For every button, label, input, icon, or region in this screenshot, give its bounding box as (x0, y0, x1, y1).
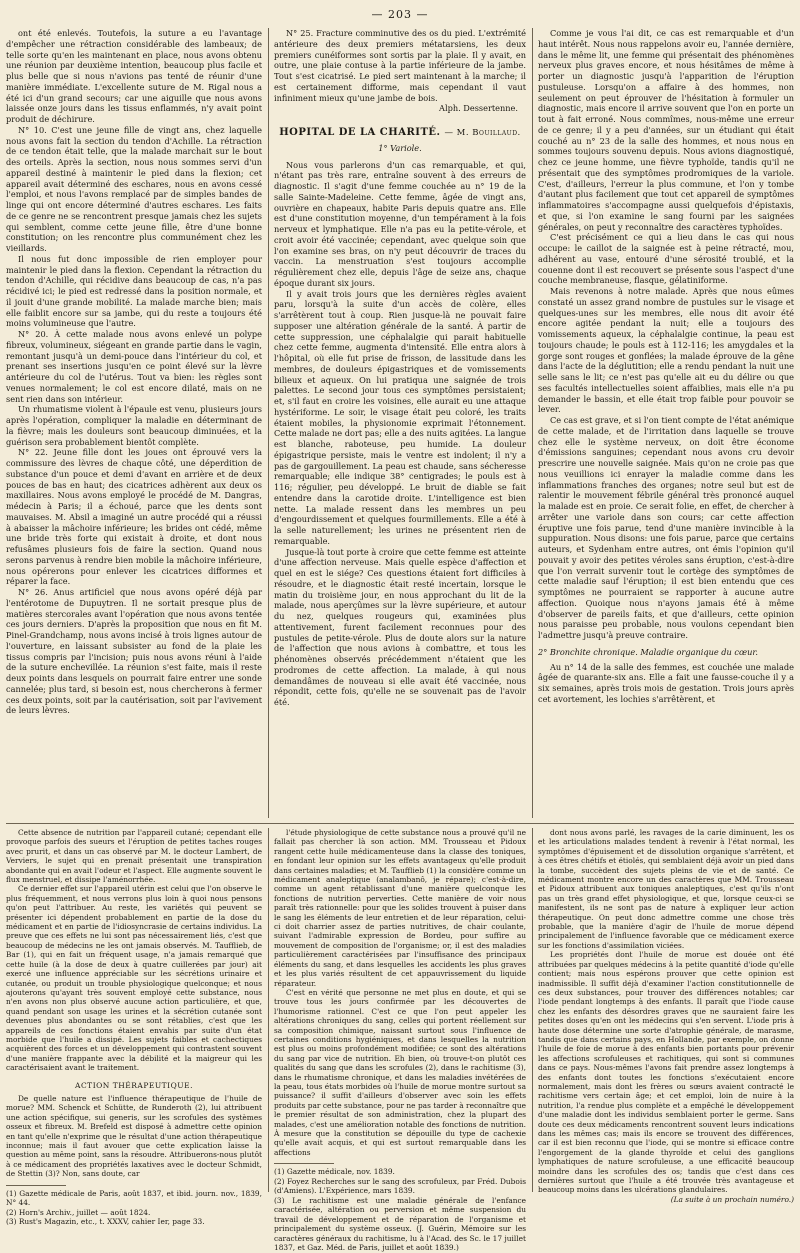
author-signature: Alph. Dessertenne. (439, 103, 518, 114)
footnote-rule (274, 1163, 334, 1164)
paragraph: N° 20. À cette malade nous avons enlevé un polype fibreux, volumineux, siégeant en grande partie dans le vagin, remontant jusqu'à un demi-pouce dans l'intérieur du col, et prenant ses insertions jusqu'en ce point élevé sur la lèvre antérieure du col de l'utérus. Tout va bien: les règles sont venues normalement; le col est encore dilaté, mais on ne sent rien dans son intérieur. (6, 329, 262, 404)
bottom-column-3 (538, 828, 794, 1204)
paragraph: ont été enlevés. Toutefois, la suture a eu l'avantage d'empêcher une rétraction considérable des lambeaux; de telle sorte qu'en les maintenant en place, nous avons obtenu une réunion par deuxième intention, beaucoup plus facile et plus belle que si nous n'avions pas tenté de réunir d'une manière immédiate. L'excellente suture de M. Rigal nous a été ici d'un grand secours; car une aiguille que nous avons laissée onze jours dans les tissus enflammés, n'y avait point produit de déchirure. (6, 28, 262, 124)
paragraph: C'est en vérité que personne ne met plus en doute, et qui se trouve tous les jours confirmée par les découvertes de l'humorisme rationnel. C'est ce que l'on peut appeler les altérations chroniques du sang, celles qui portent réellement sur sa composition chimique, naissant surtout sous l'influence de certaines conditions hygiéniques, et dans lesquelles la nutrition est plus ou moins profondément modifiée; ce sont des altérations du sang par vice de nutrition. Eh bien, où trouve-t-on plutôt ces qualités du sang que dans les scrofules (2), dans le rachitisme (3), dans le rhumatisme chronique, et dans les maladies invétérées de la peau, tous états morbides où l'huile de morue montre surtout sa puissance? il suffit d'ailleurs d'observer avec soin les effets produits par cette substance, pour ne pas tarder à reconnaître que le premier résultat de son administration, chez la plupart des malades, c'est une amélioration notable des fonctions de nutrition. À mesure que la constitution se dépouille du type de cachexie qu'elle avait acquis, et qui est surtout remarquable dans les affections (274, 987, 526, 1157)
bottom-col2-paragraphs (274, 828, 526, 1157)
paragraph: Un rhumatisme violent à l'épaule est venu, plusieurs jours après l'opération, compliquer la maladie en déterminant de la fièvre; mais les douleurs sont beaucoup diminuées, et la guérison sera probablement bientôt complète. (6, 404, 262, 447)
bottom-col3-paragraphs (538, 828, 794, 1195)
hospital-title: HOPITAL DE LA CHARITÉ. (279, 127, 441, 138)
column-divider (268, 28, 269, 818)
paragraph: Il nous fut donc impossible de rien employer pour maintenir le pied dans la flexion. Cependant la rétraction du tendon d'Achille, qui récidive dans beaucoup de cas, n'a pas récidivé ici; le pied est redressé dans la position normale, et il jouit d'une grande mobilité. La malade marche bien; mais elle faiblit encore sur sa jambe, qui du reste a toujours été moins volumineuse que l'autre. (6, 253, 262, 329)
page-number: — 203 — (371, 8, 429, 21)
variole-continued-paragraphs (538, 28, 794, 641)
paragraph: dont nous avons parlé, les ravages de la carie diminuent, les os et les articulations malades tendent à revenir à l'état normal, les symptômes d'épuisement et de dissolution organique s'arrêtent, et à ces êtres chétifs et étiolés, qui semblaient déjà avoir un pied dans la tombe, succèdent des sujets pleins de vie et de santé. Ce médicament montre encore un des caractères que MM. Trousseau et Pidoux attribuent aux toniques analeptiques, c'est qu'ils n'ont pas un très grand effet physiologique, et que, lorsque ceux-ci se manifestent, ils ne sont pas de nature à expliquer leur action thérapeutique. On peut donc admettre comme une chose très probable, que la manière d'agir de l'huile de morue dépend principalement de l'influence favorable que ce médicament exerce sur les fonctions d'assimilation viciées. (538, 828, 794, 950)
paragraph: Ce cas est grave, et si l'on tient compte de l'état anémique de cette malade, et de l'irritation dans laquelle se trouve chez elle le système nerveux, on doit être économe d'émissions sanguines; cependant nous avons cru devoir prescrire une nouvelle saignée. Mais qu'on ne croie pas que nous veuillions ici enrayer la maladie comme dans les inflammations franches des organes; notre seul but est de ralentir le mouvement fébrile général très prononcé auquel la malade est en proie. Ce serait folie, en effet, de chercher à arrêter une variole dans son cours; car cette affection éruptive une fois parue, tend d'une manière invincible à la suppuration. Nous disons: une fois parue, parce que certains auteurs, et Sydenham entre autres, ont émis l'opinion qu'il pouvait y avoir des petites véroles sans éruption, c'est-à-dire que l'on verrait survenir tout le cortège des symptômes de cette maladie sauf l'éruption; il est bien entendu que ces symptômes ne pourraient se rapporter à aucune autre affection. Quoique nous n'ayons jamais été à même d'observer de pareils faits, et que d'ailleurs, cette opinion nous paraisse peu probable, nous voulons cependant bien l'admettre jusqu'à preuve contraire. (538, 415, 794, 640)
paragraph: Ce dernier effet sur l'appareil utérin est celui que l'on observe le plus fréquemment, et nous verrons plus loin à quoi nous pensons qu'on peut l'attribuer. Au reste, les variétés qui peuvent se présenter ici dépendent probablement en partie de la dose du médicament et en partie de l'idiosyncrasie de certains individus. La preuve que ces effets ne lui sont pas nécessairement liés, c'est que beaucoup de médecins ne les ont jamais observés. M. Taufflieb, de Bar (1), qui en fait un fréquent usage, n'a jamais remarqué que cette huile (à la dose de deux à quatre cuillerées par jour) ait exercé une influence appréciable sur les sécrétions urinaire et cutanée, ou produit un trouble physiologique quelconque; et nous ajouterons qu'ayant très souvent employé cette substance, nous n'en avons non plus observé aucune action particulière, et que, quand pendant son usage les urines et la sécrétion cutanée sont devenues plus abondantes ou se sont rétablies, c'est que les appareils de ces fonctions étaient envahis par suite d'un état morbide que l'huile a dissipé. Les sujets faibles et cachectiques acquièrent des forces et un développement qui contrastent souvent d'une manière frappante avec la débilité et la maigreur qui les caractérisaient avant le traitement. (6, 884, 262, 1073)
paragraph: Nous vous parlerons d'un cas remarquable, et qui, n'étant pas très rare, entraîne souvent à des erreurs de diagnostic. Il s'agit d'une femme couchée au n° 19 de la salle Sainte-Madeleine. Cette femme, âgée de vingt ans, ouvrière en chapeaux, habite Paris depuis quatre ans. Elle est d'une constitution moyenne, d'un tempérament à la fois nerveux et lymphatique. Elle n'a pas eu la petite-vérole, et croit avoir été vaccinée; cependant, avec quelque soin que l'on examine ses bras, on n'y peut découvrir de traces du vaccin. La menstruation s'est toujours accomplie régulièrement chez elle, depuis l'âge de seize ans, chaque époque durant six jours. (274, 159, 526, 288)
paragraph: N° 22. Jeune fille dont les joues ont éprouvé vers la commissure des lèvres de chaque côté, une déperdition de substance d'un pouce et demi d'avant en arrière et de deux pouces de bas en haut; des cicatrices adhèrent aux deux os maxillaires. Nous avons employé le procédé de M. Dangras, médecin à Paris; il a échoué, parce que les dents sont mauvaises. M. Absil a imaginé un autre procédé qui a réussi à abaisser la mâchoire inférieure; les brides ont cédé, même une bride très forte qui existait à droite, et dont nous refusâmes plusieurs fois de faire la section. Quand nous serons parvenus à rendre bien mobile la mâchoire inférieure, nous opérerons pour enlever les cicatrices difformes et réparer la face. (6, 447, 262, 587)
footnote-rule (6, 1185, 66, 1186)
footnote: (1) Gazette médicale, nov. 1839. (274, 1167, 395, 1177)
paragraph: Au n° 14 de la salle des femmes, est couchée une malade âgée de quarante-six ans. Elle a fait une fausse-couche il y a six semaines, après trois mois de gestation. Trois jours après cet avortement, les lochies s'arrêtèrent, et (538, 661, 794, 704)
variole-paragraphs (274, 160, 526, 708)
top-column-right (538, 28, 794, 820)
footnote: (3) Le rachitisme est une maladie générale de l'enfance caractérisée, altération ou perversion et même suspension du travail de développement et de réparation de l'organisme et principalement du système osseux. (J. Guérin, Mémoire sur les caractères généraux du rachitisme, lu à l'Acad. des Sc. le 17 juillet 1837, et Gaz. Méd. de Paris, juillet et août 1839.) (274, 1195, 526, 1253)
column-divider (268, 828, 269, 1192)
top-left-paragraphs (6, 28, 262, 716)
section-bronchite-title: 2° Bronchite chronique. Maladie organique du cœur. (538, 646, 758, 657)
footnote: (3) Rust's Magazin, etc., t. XXXV, cahier Ier, page 33. (6, 1217, 205, 1227)
bottom-column-1 (6, 828, 262, 1227)
top-column-middle (274, 28, 526, 820)
bottom-col2-footnotes (274, 1167, 526, 1253)
column-divider (532, 828, 533, 1192)
paragraph: N° 10. C'est une jeune fille de vingt ans, chez laquelle nous avons fait la section du tendon d'Achille. La rétraction de ce tendon était telle, que la malade marchait sur le bout des orteils. Après la section, nous nous sommes servi d'un appareil destiné à maintenir le pied dans la flexion; cet appareil avait déterminé des eschares, nous en avons cessé l'emploi, et nous l'avons remplacé par de simples bandes de linge qui ont encore déterminé d'autres eschares. Les faits de ce genre ne se rencontrent presque jamais chez les sujets qui semblent, comme cette jeune fille, être d'une bonne constitution; on les rencontre plus communément chez les vieillards. (6, 124, 262, 253)
paragraph: l'étude physiologique de cette substance nous a prouvé qu'il ne fallait pas chercher là son action. MM. Trousseau et Pidoux rangent cette huile médicamenteuse dans la classe des toniques, en fondant leur opinion sur les effets avantageux qu'elle produit dans certaines maladies; et M. Taufflieb (1) la considère comme un médicament analeptique (analambanô, je répare); c'est-à-dire, comme un agent rétablissant d'une manière quelconque les fonctions de nutrition perverties. Cette manière de voir nous paraît très rationnelle: pour que les solides trouvent à puiser dans le sang les éléments de leur entretien et de leur réparation, celui-ci doit charrier assez de parties nutritives, de chair coulante, suivant l'admirable expression de Bordeu, pour suffire au mouvement de composition de l'organisme; or, il est des maladies particulièrement caractérisées par l'insuffisance des principaux éléments du sang, et dans lesquelles les accidents les plus graves et les plus variés résultent de cet appauvrissement du liquide réparateur. (274, 828, 526, 988)
action-therapeutique-heading: ACTION THÉRAPEUTIQUE. (75, 1080, 193, 1090)
bottom-col1-footnotes (6, 1189, 262, 1227)
footnote: (2) Foyez Recherches sur le sang des scrofuleux, par Fréd. Dubois (d'Amiens). L'Expérience, mars 1839. (274, 1176, 526, 1196)
fracture-paragraphs (274, 28, 526, 103)
paragraph: Jusque-là tout porte à croire que cette femme est atteinte d'une affection nerveuse. Mais quelle espèce d'affection et quel en est le siége? Ces questions étaient fort difficiles à résoudre, et le diagnostic était resté incertain, lorsque le matin du troisième jour, en nous approchant du lit de la malade, nous aperçûmes sur la lèvre supérieure, et autour du nez, quelques rougeurs qui, examinées plus attentivement, furent facilement reconnues pour des pustules de petite-vérole. Plus de doute alors sur la nature de l'affection que nous avions à combattre, et tous les phénomènes observés précédemment n'étaient que les prodromes de cette affection. La malade, à qui nous demandâmes de nouveau si elle avait été vaccinée, nous répondit, cette fois, qu'elle ne se souvenait pas de l'avoir été. (274, 546, 526, 707)
bronchite-paragraphs (538, 662, 794, 705)
paragraph: Cette absence de nutrition par l'appareil cutané; cependant elle provoque parfois des sueurs et l'éruption de petites taches rouges avec prurit, et dans un cas observé par M. le docteur Lambert, de Verviers, le sujet qui en prenait présentait une transpiration abondante qui en avait l'odeur et l'aspect. Elle augmente souvent le flux menstruel, et dissipe l'aménorrhée. (6, 828, 262, 885)
bottom-col1b-paragraphs (6, 1094, 262, 1179)
footnote: (2) Horn's Archiv., juillet — août 1824. (6, 1207, 151, 1217)
section-variole-title: 1° Variole. (378, 142, 422, 153)
paragraph: N° 25. Fracture comminutive des os du pied. L'extrémité antérieure des deux premiers métatarsiens, les deux premiers cunéiformes sont sortis par la plaie. Il y avait, en outre, une plaie contuse à la partie inférieure de la jambe. Tout s'est cicatrisé. Le pied sert maintenant à la marche; il est certainement difforme, mais cependant il vaut infiniment mieux qu'une jambe de bois. (274, 28, 526, 103)
paragraph: Les propriétés dont l'huile de morue est douée ont été attribuées par quelques médecins à la petite quantité d'iode qu'elle contient; mais nous espérons prouver que cette opinion est inadmissible. Il suffit déjà d'examiner l'action constitutionnelle de ces deux substances, pour trouver des différences notables; car l'iode pendant longtemps à des enfants. Il paraît que l'iode cause chez les enfants des désordres graves que ne sauraient faire les petites doses qu'en ont les médecins qui s'en servent. L'iode pris à haute dose détermine une sorte d'atrophie générale, de marasme, tandis que dans certains pays, en Hollande, par exemple, on donne l'huile de foie de morue à des enfants bien portants pour prévenir les affections scrofuleuses et rachitiques, qui sont si communes dans ce pays. Nous-mêmes l'avons fait prendre assez longtemps à des enfants dont toutes les fonctions s'exécutaient encore normalement, mais dont les frères ou sœurs avaient contracté le rachitisme vers certain âge; et cet emploi, loin de nuire à la nutrition, l'a rendue plus complète et a empêché le développement d'une maladie dont les individus semblaient porter le germe. Sans doute ces deux médicaments rencontrent souvent leurs indications dans les mêmes cas; mais ils encore se trouvent des différences, car il est bien reconnu que l'iode, qui se montre si efficace contre l'engorgement de la glande thyroïde et celui des ganglions lymphatiques de nature scrofuleuse, a une efficacité beaucoup moindre dans les scrofules des os; tandis que c'est dans ces dernières surtout que l'huile a été trouvée très avantageuse et beaucoup moins dans les ulcérations glandulaires. (538, 950, 794, 1195)
bottom-column-2 (274, 828, 526, 1253)
column-divider (532, 28, 533, 818)
bottom-col1-paragraphs (6, 828, 262, 1073)
hospital-heading (274, 128, 526, 139)
paragraph: N° 26. Anus artificiel que nous avons opéré déjà par l'entérotome de Dupuytren. Il ne sortait presque plus de matières stercorales avant l'opération que nous avons tentée ces jours derniers. D'après la proposition que nous en fit M. Pinel-Grandchamp, nous avons incisé à trois lignes autour de l'ouverture, en laissant subsister au fond de la plaie les tissus compris par l'incision; puis nous avons réuni à l'aide de la suture enchevillée. La réunion s'est faite, mais il reste deux points dans lesquels on pourrait faire entrer une sonde cannelée; plus tard, si besoin est, nous chercherons à fermer ces deux points, soit par la cautérisation, soit par l'avivement de leurs lèvres. (6, 587, 262, 716)
paragraph: C'est précisément ce qui a lieu dans le cas qui nous occupe: le caillot de la saignée est à peine rétracté, mou, adhérent au vase, entouré d'une sérosité troublé, et la couenne dont il est recouvert se présente sous l'aspect d'une couche membraneuse, flasque, gélatiniforme. (538, 232, 794, 286)
section-divider (6, 823, 794, 824)
hospital-author: — M. Bouillaud. (444, 128, 521, 138)
paragraph: Il y avait trois jours que les dernières règles avaient paru, lorsqu'à la suite d'un accès de colère, elles s'arrêtèrent tout à coup. Rien jusque-là ne pouvait faire supposer une altération générale de la santé. À partir de cette suppression, une céphalalgie qui parait habituelle chez cette femme, augmenta d'intensité. Elle entra alors à l'hôpital, où elle fut prise de frisson, de lassitude dans les membres, de douleurs épigastriques et de vomissements bilieux et aqueux. On lui pratiqua une saignée de trois palettes. Le second jour tous ces symptômes persistaient; et, s'il faut en croire les voisines, elle aurait eu une attaque hystériforme. Le soir, le visage était peu coloré, les traits étaient mobiles, la physionomie exprimait l'étonnement. Cette malade ne dort pas; elle a des nuits agitées. La langue est blanche, raboteuse, peu humide. La douleur épigastrique persiste, mais le ventre est indolent; il n'y a pas de gargouillement. La peau est chaude, sans sécheresse remarquable; elle indique 38° centigrades; le pouls est à 116; régulier, peu développé. Le bruit de diable se fait entendre dans la carotide droite. L'intelligence est bien nette. La malade ressent dans les membres un peu d'engourdissement et quelques fourmillements. Elle a été à la selle naturellement; les urines ne présentent rien de remarquable. (274, 288, 526, 546)
continuation-note: (La suite à un prochain numéro.) (670, 1194, 794, 1204)
top-column-left (6, 28, 262, 820)
footnote: (1) Gazette médicale de Paris, août 1837, et ibid. journ. nov., 1839, N° 44. (6, 1188, 262, 1208)
paragraph: Mais revenons à notre malade. Après que nous eûmes constaté un assez grand nombre de pustules sur le visage et quelques-unes sur les membres, elle nous dit avoir été encore agitée pendant la nuit; elle a toujours des vomissements aqueux, la céphalalgie continue, la peau est toujours chaude; le pouls est à 112-116; les amygdales et la gorge sont rouges et gonflées; la malade éprouve de la gêne dans l'acte de la déglutition; elle a rendu pendant la nuit une selle sans le lit; ce n'est pas qu'elle ait eu du délire ou que ses facultés intellectuelles soient affaiblies, mais elle n'a pu demander le bassin, et elle était trop faible pour pouvoir se lever. (538, 286, 794, 415)
paragraph: Comme je vous l'ai dit, ce cas est remarquable et d'un haut intérêt. Nous nous rappelons avoir eu, l'année dernière, dans le même lit, une femme qui présentait des phénomènes nerveux plus graves encore, et nous hésitâmes de même à porter un diagnostic jusqu'à l'apparition de l'éruption pustuleuse. Lorsqu'on a affaire à des hommes, non seulement on peut éprouver de l'hésitation à formuler un diagnostic, mais encore il arrive souvent que l'on en porte un tout à fait erroné. Nous commîmes, nous-même une erreur de ce genre; il y a peu d'années, sur un étudiant qui était couché au n° 23 de la salle des hommes, et nous nous en sommes toujours souvenu depuis. Nous avions diagnostiqué, chez ce jeune homme, une fièvre typhoïde, tandis qu'il ne présentait que des symptômes prodromiques de la variole. C'est, d'ailleurs, l'erreur la plus commune, et l'on y tombe d'autant plus facilement que tout cet appareil de symptômes inflammatoires s'accompagne aussi quelquefois d'épistaxis, et que, si l'on examine le sang fourni par les saignées générales, on peut y reconnaître des caractères typhoïdes. (538, 28, 794, 232)
paragraph: De quelle nature est l'influence thérapeutique de l'huile de morue? MM. Schenck et Schütte, de Runderoth (2), lui attribuent une action spécifique, sui generis, sur les scrofules des systèmes osseux et fibreux. M. Brefeld est disposé à admettre cette opinion en tant qu'elle n'exprime que le résultat d'une action thérapeutique inconnue; mais il faut avouer que cette explication laisse la question au même point, sans la résoudre. Attribuerons-nous plutôt à ce médicament des propriétés laxatives avec le docteur Schmidt, de Stettin (3)? Non, sans doute, car (6, 1093, 262, 1179)
